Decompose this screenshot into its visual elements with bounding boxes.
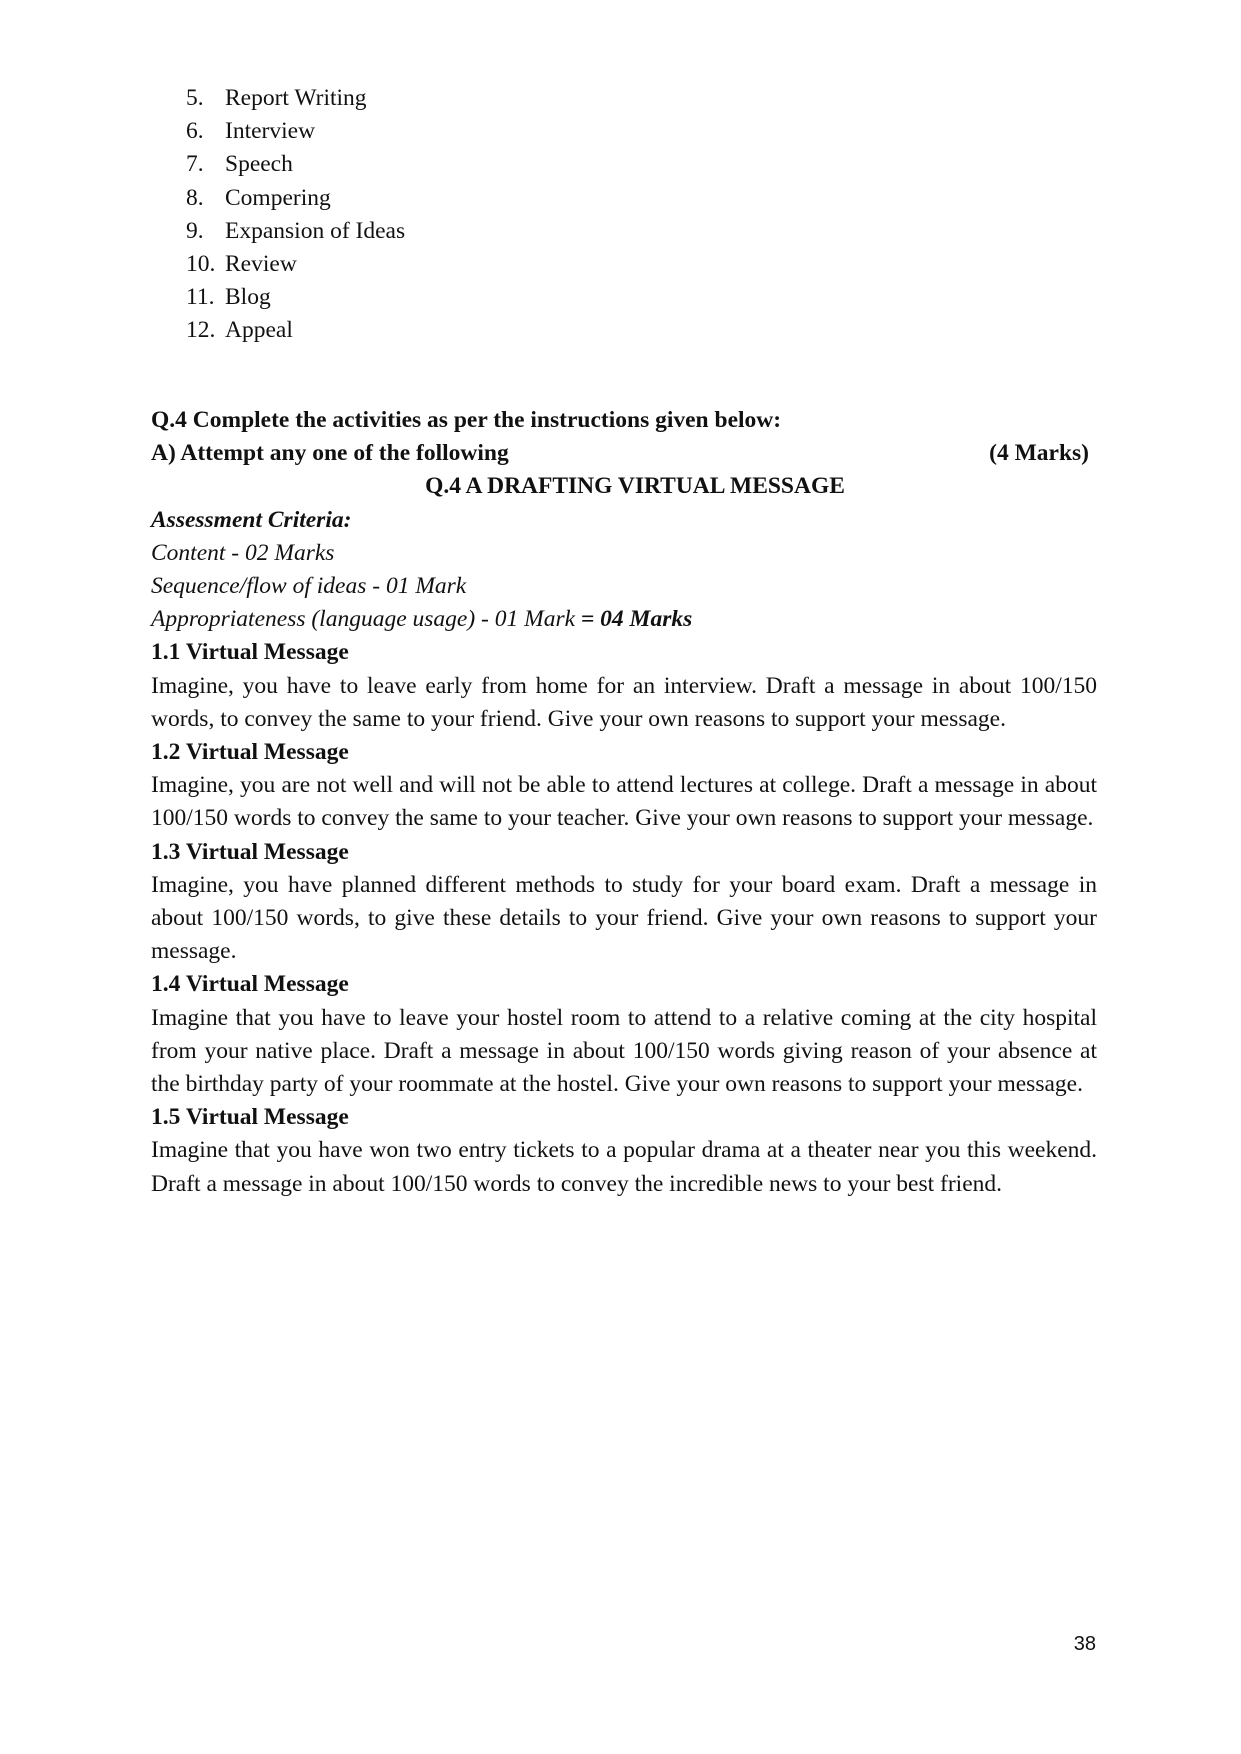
criteria-total: = 04 Marks	[580, 606, 693, 633]
list-item	[186, 248, 405, 281]
message-title: 1.3 Virtual Message	[151, 838, 349, 865]
list-item-number: 9.	[186, 217, 204, 244]
criteria-appropriateness-row	[151, 603, 1097, 636]
list-item-number: 11.	[186, 284, 215, 311]
list-item-number: 12.	[186, 317, 216, 344]
list-item-label: Review	[225, 251, 297, 278]
attempt-instruction-row	[151, 437, 1097, 470]
list-item	[186, 82, 405, 115]
list-item-number: 5.	[186, 85, 204, 111]
list-item-label: Compering	[225, 184, 331, 211]
message-title: 1.1 Virtual Message	[151, 639, 349, 666]
list-item-number: 8.	[186, 184, 204, 211]
message-body: Imagine, you have to leave early from home for an interview. Draft a message in about 100/150 words, to convey the same to your friend. Give your own reasons to support your message.	[151, 672, 1097, 732]
list-item-label: Interview	[225, 118, 316, 145]
criteria-sequence: Sequence/flow of ideas - 01 Mark	[151, 573, 467, 600]
section-title: Q.4 A DRAFTING VIRTUAL MESSAGE	[425, 473, 845, 500]
marks-label: (4 Marks)	[989, 440, 1089, 467]
message-title: 1.5 Virtual Message	[151, 1104, 349, 1131]
list-item	[186, 281, 405, 314]
message-title: 1.4 Virtual Message	[151, 971, 349, 998]
message-body: Imagine that you have to leave your hostel room to attend to a relative coming at the city hospital from your native place. Draft a message in about 100/150 words giving reason of your absence at the birthday party of your roommate at the hostel. Give your own reasons to support your message.	[151, 1004, 1097, 1098]
criteria-content: Content - 02 Marks	[151, 539, 335, 566]
list-item-number: 6.	[186, 118, 204, 145]
list-item-number: 7.	[186, 151, 204, 178]
message-body: Imagine, you have planned different methods to study for your board exam. Draft a message in about 100/150 words, to give these details to your friend. Give your own reasons to support your message.	[151, 871, 1097, 965]
criteria-heading: Assessment Criteria:	[151, 506, 352, 533]
list-item-label: Report Writing	[225, 85, 367, 111]
list-item-number: 10.	[186, 251, 216, 278]
message-body: Imagine, you are not well and will not be able to attend lectures at college. Draft a message in about 100/150 words to convey the same to your teacher. Give your own reasons to support your message.	[151, 772, 1097, 832]
page-number: 38	[1073, 1633, 1096, 1655]
list-item	[186, 314, 405, 347]
list-item-label: Speech	[225, 151, 293, 178]
writing-skills-list	[186, 82, 405, 348]
list-item-label: Appeal	[225, 317, 293, 344]
question-heading: Q.4 Complete the activities as per the instructions given below:	[151, 407, 782, 433]
message-title: 1.2 Virtual Message	[151, 739, 349, 766]
list-item	[186, 148, 405, 181]
list-item	[186, 182, 405, 215]
attempt-instruction: A) Attempt any one of the following	[151, 440, 509, 467]
list-item-label: Expansion of Ideas	[225, 217, 406, 244]
criteria-appropriateness: Appropriateness (language usage) - 01 Mark	[151, 606, 576, 633]
list-item	[186, 215, 405, 248]
message-body: Imagine that you have won two entry tickets to a popular drama at a theater near you this weekend. Draft a message in about 100/150 words to convey the incredible news to your best friend.	[151, 1137, 1097, 1197]
list-item-label: Blog	[225, 284, 271, 311]
list-item	[186, 115, 405, 148]
question-content	[151, 404, 1097, 1201]
